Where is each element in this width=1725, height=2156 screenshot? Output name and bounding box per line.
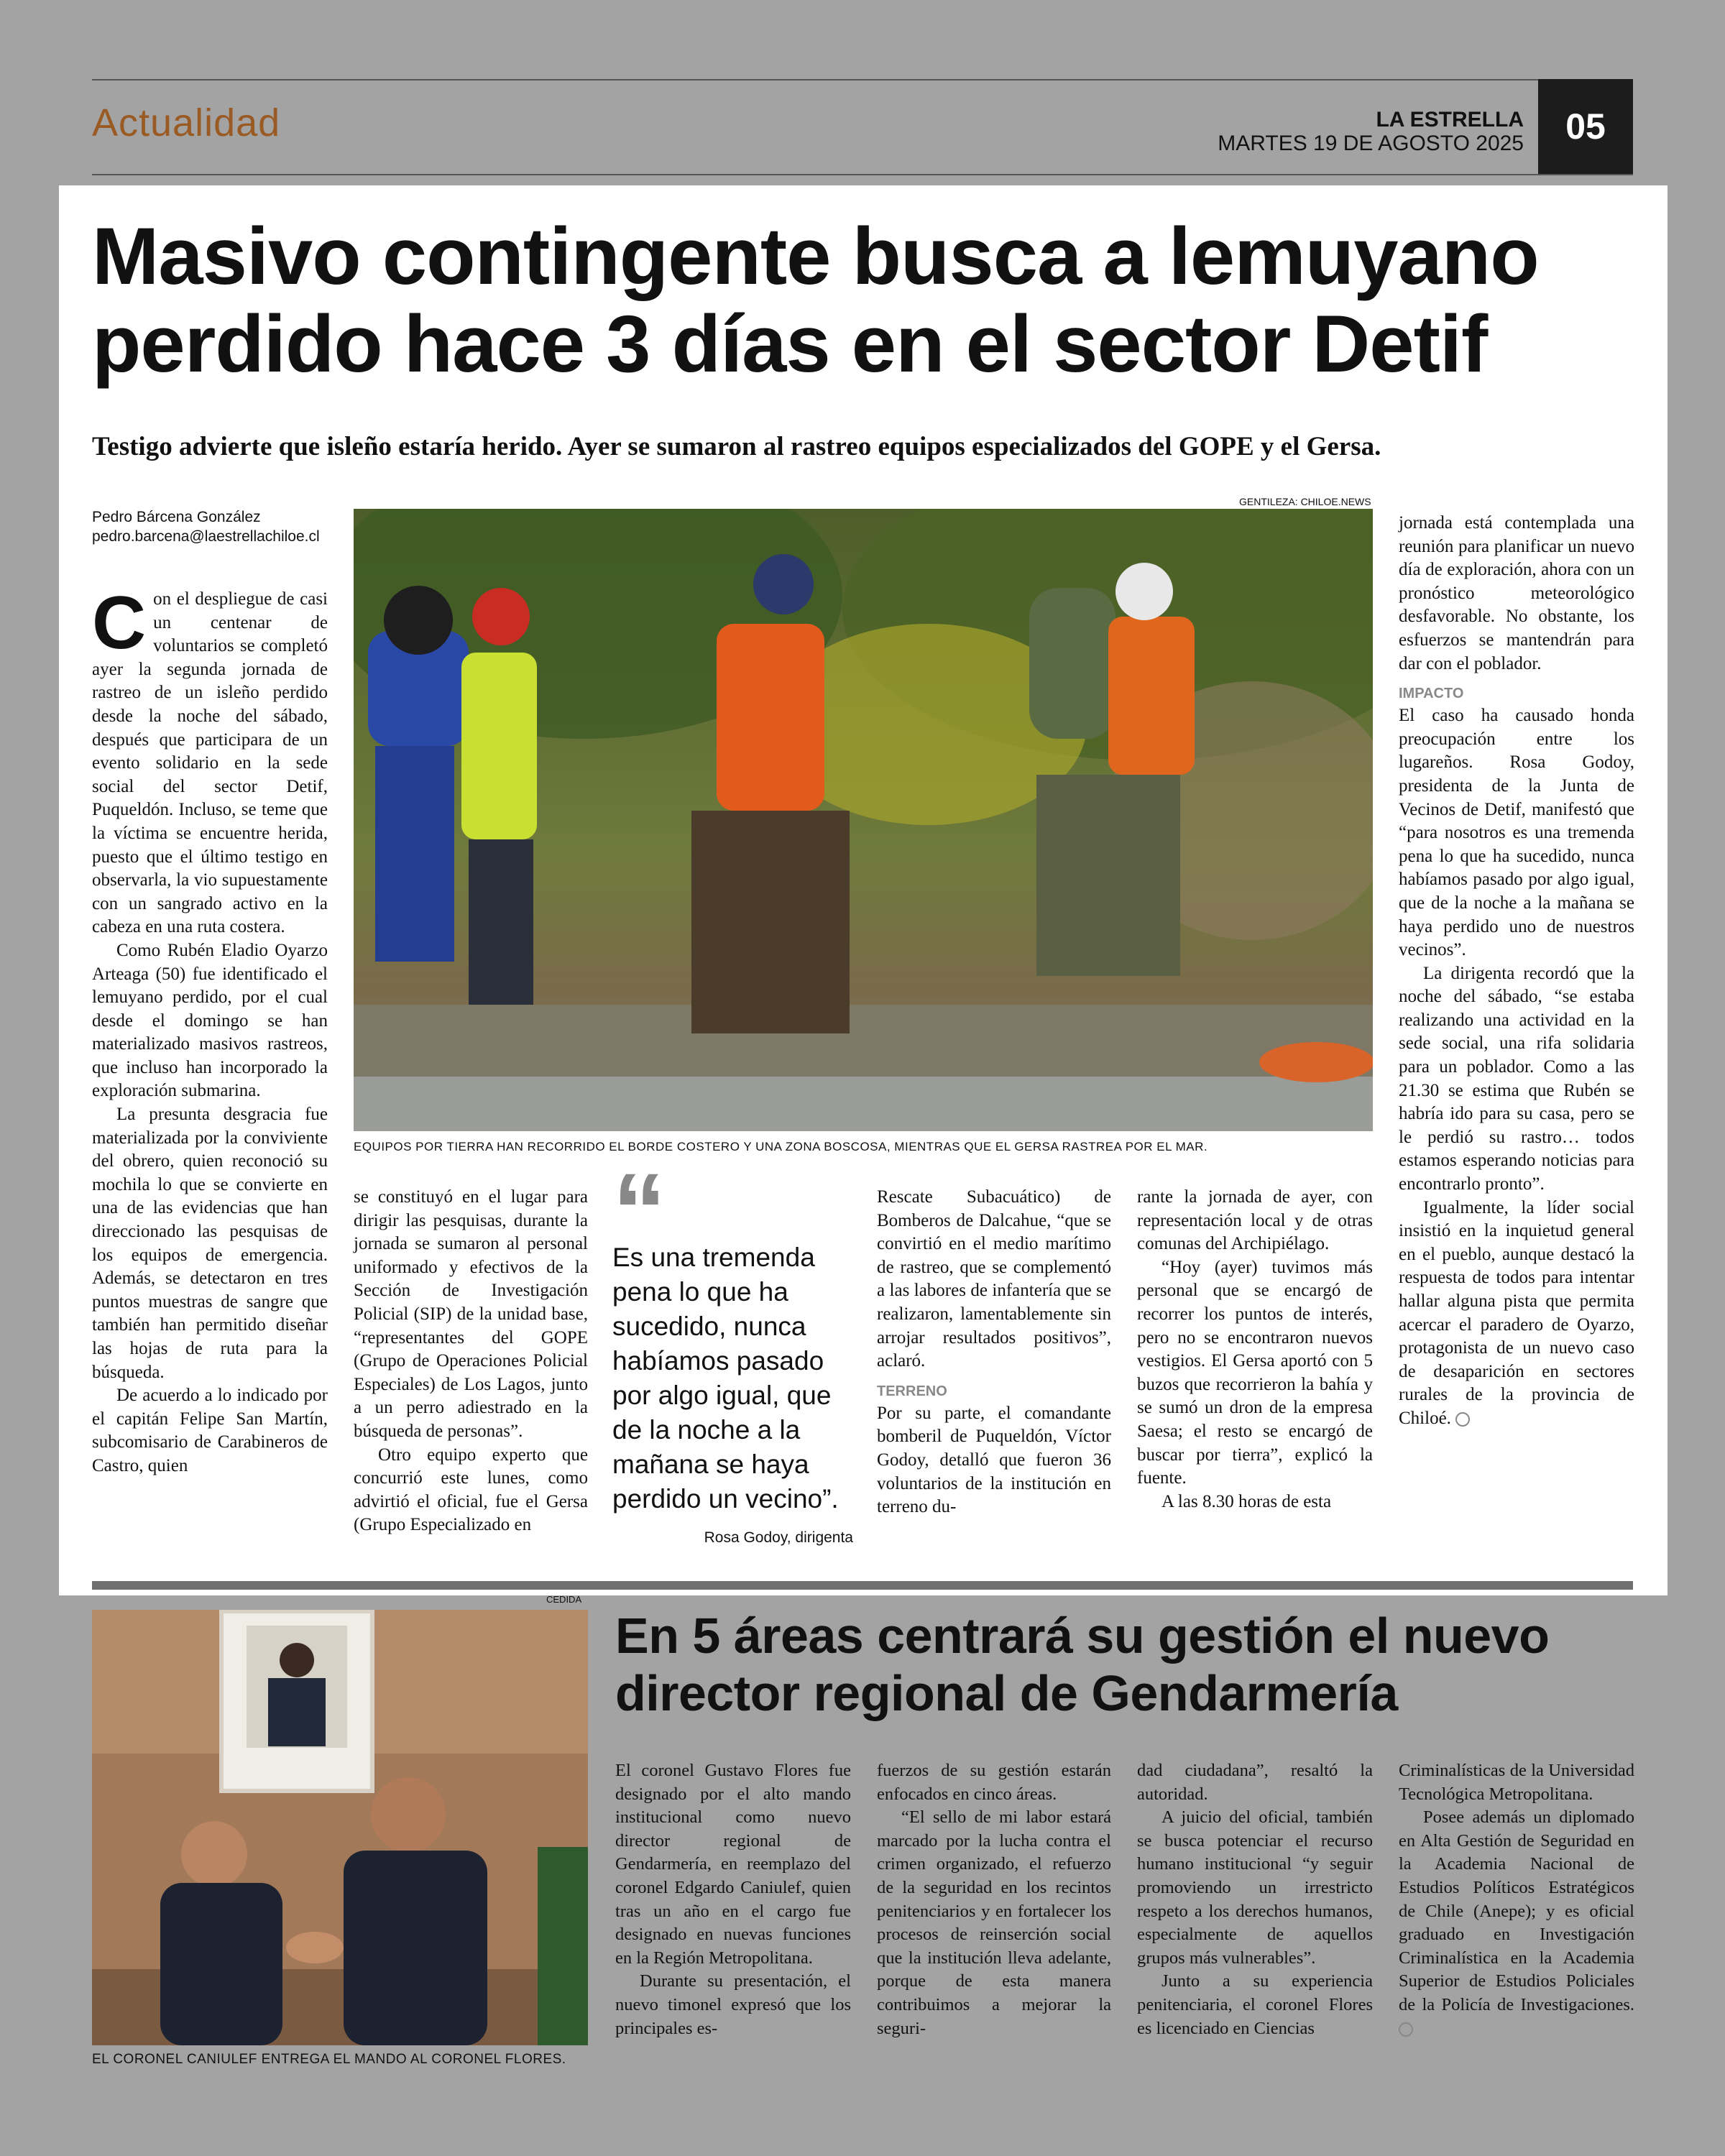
end-mark-icon bbox=[1455, 1412, 1470, 1427]
quote-mark-icon: “ bbox=[612, 1151, 666, 1271]
byline bbox=[92, 507, 320, 547]
section-label: Actualidad bbox=[92, 101, 281, 144]
paragraph: Posee además un diplomado en Alta Gestión de Seguridad en la Academia Nacional de Estudios Políticos Estratégicos de Chile (Anepe); y es oficial graduado en Investigación Criminalística en la Academia Superior de Estudios Policiales de la Policía de Investigaciones. bbox=[1399, 1806, 1634, 2040]
photo-credit-2: CEDIDA bbox=[546, 1594, 582, 1605]
article2-column-4 bbox=[1399, 1759, 1634, 2040]
article-divider bbox=[92, 1581, 1633, 1590]
top-rule bbox=[92, 79, 1538, 80]
paper-name: LA ESTRELLA bbox=[1376, 108, 1524, 132]
paragraph: “Hoy (ayer) tuvimos más personal que se encargó de recorrer los puntos de interés, pero no se encontraron nuevos vestigios. El Gersa aportó con 5 buzos que recorrieron la bahía y se sumó un dron de la empresa Saesa; el resto se encargó de buscar por tierra”, explicó la fuente. bbox=[1137, 1257, 1373, 1488]
author-email: pedro.barcena@laestrellachiloe.cl bbox=[92, 528, 320, 545]
paragraph: Igualmente, la líder social insistió en la inquietud general en el pueblo, aunque destacó la respuesta de todos para intentar hallar alguna pista que permita acercar el paradero de Oyarzo, protagonista de un nuevo caso de desaparición en sectores rurales de la provincia de Chiloé. bbox=[1399, 1197, 1634, 1428]
pull-quote bbox=[612, 1151, 853, 1547]
paragraph: Como Rubén Eladio Oyarzo Arteaga (50) fue identificado el lemuyano perdido, por el cual desde el domingo se han materializado masivos rastreos, que incluso han incorporado la exploración submarina. bbox=[92, 940, 328, 1101]
paragraph: dad ciudadana”, resaltó la autoridad. bbox=[1137, 1761, 1373, 1804]
paragraph: Otro equipo experto que concurrió este lunes, como advirtió el oficial, fue el Gersa (Grupo Especializado en bbox=[354, 1445, 588, 1535]
gendarmeria-photo bbox=[92, 1610, 588, 2045]
paragraph: El coronel Gustavo Flores fue designado por el alto mando institucional como nuevo director regional de Gendarmería, en reemplazo del coronel Edgardo Caniulef, quien tras un año en el cargo fue designado en nuevas funciones en la Región Metropolitana. bbox=[615, 1761, 851, 1968]
paragraph: Por su parte, el comandante bomberil de Puqueldón, Víctor Godoy, detalló que fueron 36 voluntarios de la institución en terreno du- bbox=[877, 1403, 1111, 1517]
article2-headline: En 5 áreas centrará su gestión el nuevo director regional de Gendarmería bbox=[615, 1608, 1550, 1721]
end-mark-icon bbox=[1399, 2022, 1413, 2037]
paragraph: Junto a su experiencia penitenciaria, el coronel Flores es licenciado en Ciencias bbox=[1137, 1971, 1373, 2038]
subhead: TERRENO bbox=[877, 1383, 947, 1399]
article2-column-2 bbox=[877, 1759, 1111, 2040]
drop-cap: C bbox=[92, 581, 147, 665]
paragraph: La dirigenta recordó que la noche del sábado, “se estaba realizando una actividad en la sede social, una rifa solidaria para un poblador. Como a las 21.30 se estima que Rubén se habría ido para su casa, pero se le perdió su rastro… todos estamos esperando noticias para encontrarlo pronto”. bbox=[1399, 963, 1634, 1194]
lead-paragraph: Con el despliegue de casi un centenar de voluntarios se completó ayer la segunda jornada de rastreo de un isleño perdido desde la noche del sábado, después que participara de un evento solidario en la sede social del sector Detif, Puqueldón. Incluso, se teme que la víctima se encuentre herida, puesto que el último testigo en observarla, la vio supuestamente con un sangrado activo en la cabeza en una ruta costera. bbox=[92, 581, 328, 937]
photo-caption-2: EL CORONEL CANIULEF ENTREGA EL MANDO AL CORONEL FLORES. bbox=[92, 2052, 566, 2067]
paragraph: A juicio del oficial, también se busca potenciar el recurso humano institucional “y seguir promoviendo un irrestricto respeto a los derechos humanos, especialmente de aquellos grupos más vulnerables”. bbox=[1137, 1807, 1373, 1968]
article-column-5 bbox=[1399, 512, 1634, 1431]
article-deck: Testigo advierte que isleño estaría herido. Ayer se sumaron al rastreo equipos especializados del GOPE y el Gersa. bbox=[92, 432, 1381, 461]
issue-date: MARTES 19 DE AGOSTO 2025 bbox=[1218, 132, 1524, 155]
photo-caption: EQUIPOS POR TIERRA HAN RECORRIDO EL BORDE COSTERO Y UNA ZONA BOSCOSA, MIENTRAS QUE EL GERSA RASTREA POR EL MAR. bbox=[354, 1140, 1208, 1153]
paragraph: Criminalísticas de la Universidad Tecnológica Metropolitana. bbox=[1399, 1761, 1634, 1804]
photo-credit: GENTILEZA: CHILOE.NEWS bbox=[1239, 496, 1371, 507]
paragraph: fuerzos de su gestión estarán enfocados en cinco áreas. bbox=[877, 1761, 1111, 1804]
article-headline: Masivo contingente busca a lemuyano perdido hace 3 días en el sector Detif bbox=[92, 211, 1539, 389]
paragraph: Durante su presentación, el nuevo timonel expresó que los principales es- bbox=[615, 1971, 851, 2038]
paragraph: jornada está contemplada una reunión para planificar un nuevo día de exploración, ahora con un pronóstico meteorológico desfavorable. No obstante, los esfuerzos se mantendrán para dar con el poblador. bbox=[1399, 513, 1634, 673]
search-team-photo bbox=[354, 509, 1373, 1131]
article2-column-3 bbox=[1137, 1759, 1373, 2040]
subhead: IMPACTO bbox=[1399, 686, 1464, 702]
header-rule bbox=[92, 174, 1633, 175]
paragraph: De acuerdo a lo indicado por el capitán Felipe San Martín, subcomisario de Carabineros de Castro, quien bbox=[92, 1386, 328, 1475]
pull-quote-author: Rosa Godoy, dirigenta bbox=[704, 1529, 853, 1546]
article-column-3 bbox=[877, 1186, 1111, 1519]
paragraph: rante la jornada de ayer, con representación local y de otras comunas del Archipiélago. bbox=[1137, 1187, 1373, 1254]
paragraph: A las 8.30 horas de esta bbox=[1162, 1491, 1332, 1511]
pull-quote-text: Es una tremenda pena lo que ha sucedido, nunca habíamos pasado por algo igual, que de la noche a la mañana se haya perdido un vecino”. bbox=[612, 1243, 839, 1514]
paragraph: El caso ha causado honda preocupación entre los lugareños. Rosa Godoy, presidenta de la Junta de Vecinos de Detif, manifestó que “para nosotros es una tremenda pena lo que ha sucedido, nunca habíamos pasado por algo igual, que de la noche a la mañana se haya perdido uno de nuestros vecinos”. bbox=[1399, 706, 1634, 960]
article2-column-1 bbox=[615, 1759, 851, 2040]
page-number: 05 bbox=[1538, 79, 1633, 174]
paragraph: Rescate Subacuático) de Bomberos de Dalcahue, “que se convirtió en el medio marítimo de rastreo, que se complementó a las labores de infantería que se realizaron, lamentablemente sin arrojar resultados positivos”, aclaró. bbox=[877, 1187, 1111, 1371]
masthead bbox=[1218, 108, 1524, 155]
article-column-1 bbox=[92, 581, 328, 1478]
article-column-2 bbox=[354, 1186, 588, 1537]
article-column-4 bbox=[1137, 1186, 1373, 1514]
author-name: Pedro Bárcena González bbox=[92, 509, 261, 525]
paragraph: “El sello de mi labor estará marcado por la lucha contra el crimen organizado, el refuerzo de la seguridad en los recintos penitenciarios y en fortalecer los procesos de reinserción social que la institución lleva adelante, porque de esta manera contribuimos a mejorar la seguri- bbox=[877, 1807, 1111, 2038]
paragraph: se constituyó en el lugar para dirigir las pesquisas, durante la jornada se sumaron al personal uniformado y efectivos de la Sección de Investigación Policial (SIP) de la unidad base, “representantes del GOPE (Grupo de Operaciones Policial Especiales) de Los Lagos, junto a un perro adiestrado en la búsqueda de personas”. bbox=[354, 1187, 588, 1441]
paragraph: La presunta desgracia fue materializada por la conviviente del obrero, quien reconoció su mochila lo que se convierte en una de las evidencias que han direccionado las pesquisas de los equipos de emergencia. Además, se detectaron en tres puntos muestras de sangre que también han permitido diseñar las hojas de ruta para la búsqueda. bbox=[92, 1105, 328, 1382]
